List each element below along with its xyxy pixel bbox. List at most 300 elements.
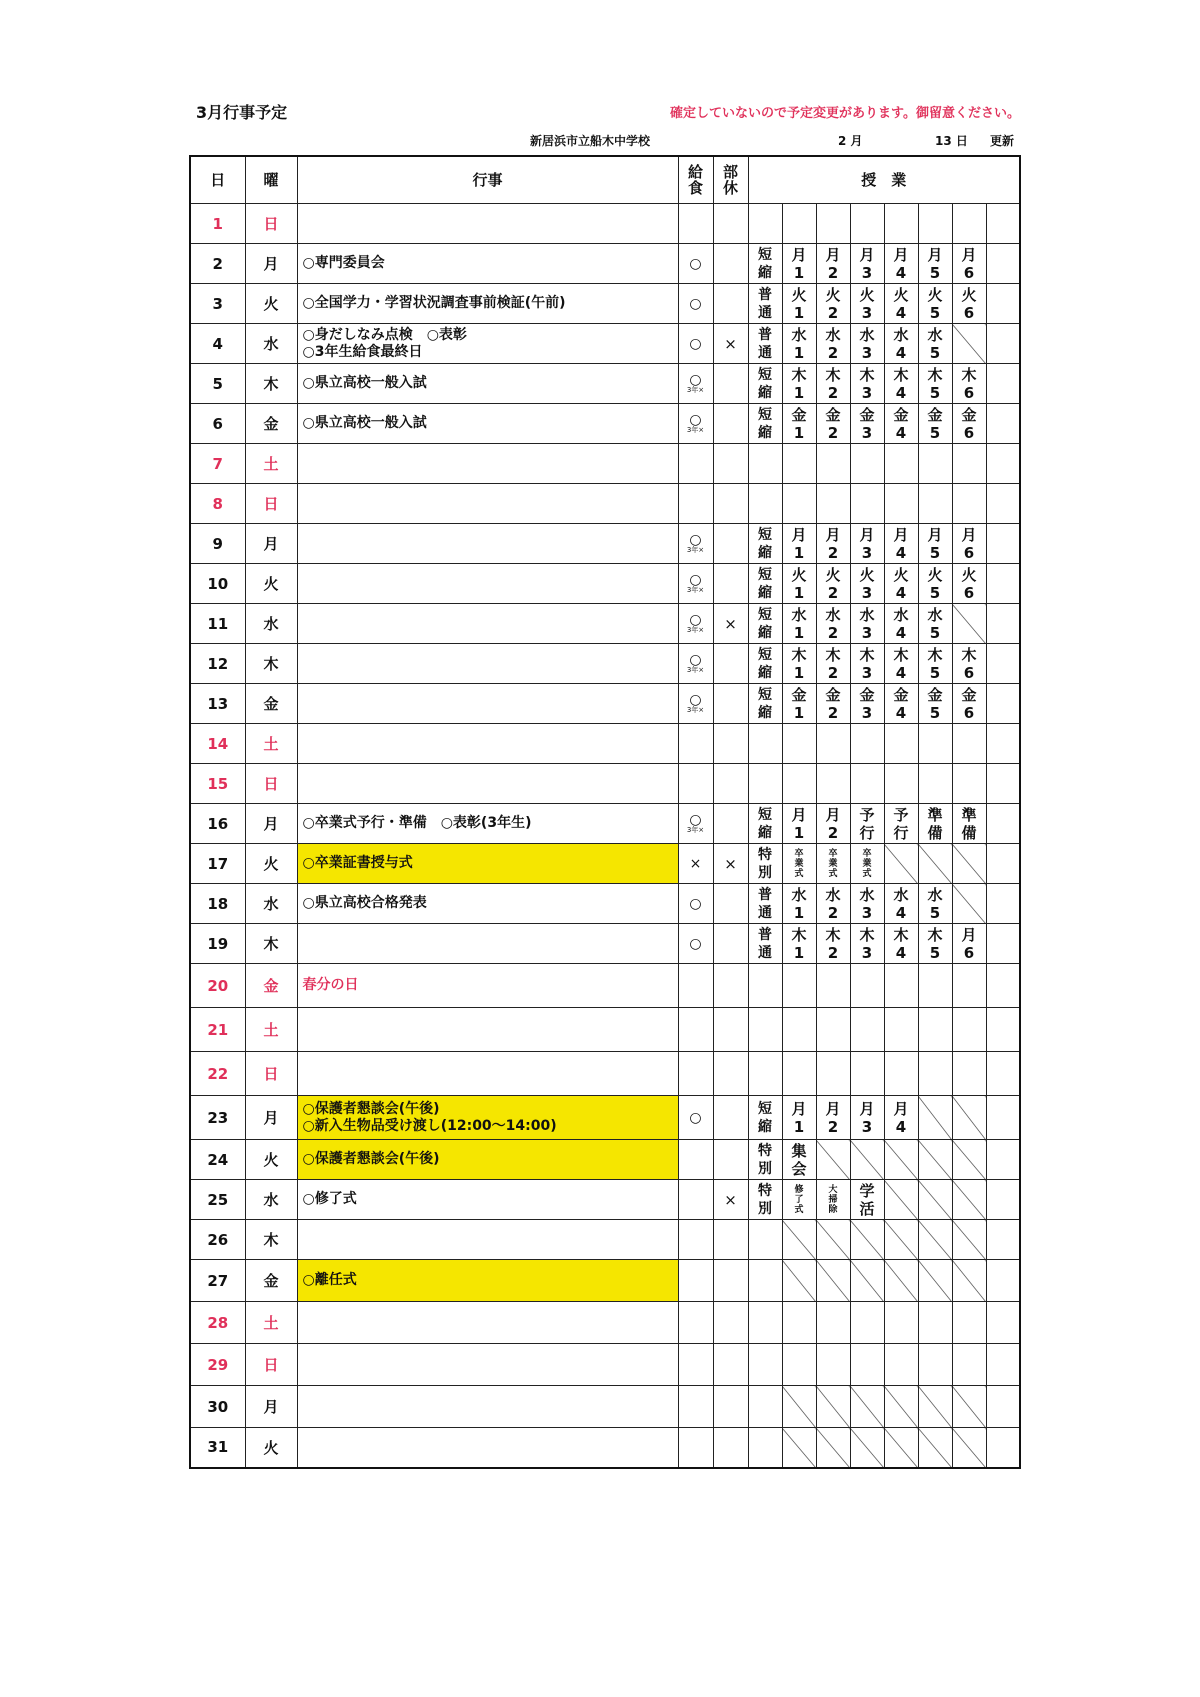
period-char: 式 <box>862 868 872 879</box>
lunch-note: 3年× <box>686 585 705 594</box>
period-cell <box>816 724 850 764</box>
period-cell <box>782 1180 816 1220</box>
period-cell-empty <box>952 844 986 884</box>
period-char: 水 <box>859 605 875 624</box>
period-cell <box>850 804 884 844</box>
period-cell <box>850 204 884 244</box>
schedule-table <box>189 155 1021 1469</box>
weekday-cell: 水 <box>245 604 297 644</box>
period-cell <box>816 804 850 844</box>
period-char: 火 <box>825 565 841 584</box>
club-cell <box>713 1140 748 1180</box>
period-cell <box>782 1096 816 1140</box>
weekday-cell: 土 <box>245 1302 297 1344</box>
class-type-char: 普 <box>758 286 772 303</box>
period-char: 1 <box>793 423 805 442</box>
period-cell <box>986 1140 1020 1180</box>
period-char: 2 <box>827 903 839 922</box>
period-cell <box>986 1052 1020 1096</box>
period-cell <box>986 924 1020 964</box>
event-cell <box>297 324 678 364</box>
period-char: 金 <box>961 685 977 704</box>
event-item: ○全国学力・学習状況調査事前検証(午前) <box>302 295 566 311</box>
period-cell <box>816 844 850 884</box>
period-cell <box>952 444 986 484</box>
club-cell <box>713 1302 748 1344</box>
day-number-cell: 8 <box>190 484 245 524</box>
period-char: 6 <box>963 303 975 322</box>
period-cell <box>782 1140 816 1180</box>
period-char: 月 <box>893 245 909 264</box>
period-cell <box>952 644 986 684</box>
period-cell <box>952 684 986 724</box>
period-cell <box>884 204 918 244</box>
period-char: 5 <box>929 343 941 362</box>
period-char: 活 <box>859 1199 875 1218</box>
period-char: 月 <box>791 1099 807 1118</box>
period-cell <box>816 524 850 564</box>
lunch-mark: ○ <box>689 295 702 312</box>
table-row <box>190 924 1020 964</box>
class-type-cell <box>748 1344 782 1386</box>
period-cell <box>850 1180 884 1220</box>
day-number-cell: 10 <box>190 564 245 604</box>
event-cell <box>297 364 678 404</box>
class-type-char: 短 <box>758 246 772 263</box>
club-cell <box>713 884 748 924</box>
period-char: 1 <box>793 823 805 842</box>
table-row <box>190 1096 1020 1140</box>
period-cell <box>986 604 1020 644</box>
period-char: 行 <box>859 823 875 842</box>
period-cell <box>884 364 918 404</box>
lunch-note: 3年× <box>686 665 705 674</box>
class-type-cell <box>748 324 782 364</box>
weekday-cell: 火 <box>245 844 297 884</box>
period-cell <box>986 1220 1020 1260</box>
period-cell <box>850 684 884 724</box>
day-number-cell: 2 <box>190 244 245 284</box>
period-char: 金 <box>791 405 807 424</box>
period-cell <box>816 604 850 644</box>
period-char: 2 <box>827 623 839 642</box>
period-cell <box>884 604 918 644</box>
day-number-cell: 21 <box>190 1008 245 1052</box>
club-cell <box>713 764 748 804</box>
period-char: 火 <box>859 285 875 304</box>
club-cell <box>713 484 748 524</box>
table-row <box>190 1140 1020 1180</box>
period-cell <box>782 964 816 1008</box>
period-char: 水 <box>791 325 807 344</box>
table-row <box>190 1386 1020 1428</box>
period-cell <box>850 1052 884 1096</box>
period-char: 学 <box>859 1181 875 1200</box>
period-char: 4 <box>895 903 907 922</box>
period-char: 6 <box>963 543 975 562</box>
period-char: 5 <box>929 703 941 722</box>
period-cell <box>952 404 986 444</box>
event-cell <box>297 204 678 244</box>
lunch-cell <box>678 844 713 884</box>
event-cell <box>297 844 678 884</box>
period-char: 2 <box>827 583 839 602</box>
period-char: 3 <box>861 903 873 922</box>
period-char: 5 <box>929 543 941 562</box>
lunch-mark: ○ <box>689 691 702 708</box>
period-cell-empty <box>952 324 986 364</box>
period-char: 水 <box>927 605 943 624</box>
class-type-char: 縮 <box>758 704 772 721</box>
period-cell <box>952 1052 986 1096</box>
club-cell <box>713 684 748 724</box>
lunch-cell <box>678 644 713 684</box>
weekday-cell: 水 <box>245 324 297 364</box>
period-char: 2 <box>827 383 839 402</box>
lunch-mark: ○ <box>689 371 702 388</box>
class-type-cell <box>748 724 782 764</box>
period-cell <box>782 244 816 284</box>
day-number-cell: 11 <box>190 604 245 644</box>
period-char: 木 <box>791 645 807 664</box>
period-cell-empty <box>884 1180 918 1220</box>
day-number-cell: 24 <box>190 1140 245 1180</box>
period-char: 木 <box>859 925 875 944</box>
club-cell <box>713 1008 748 1052</box>
period-cell <box>986 1008 1020 1052</box>
period-char: 2 <box>827 943 839 962</box>
period-char: 6 <box>963 663 975 682</box>
period-char: 4 <box>895 943 907 962</box>
weekday-cell: 月 <box>245 1096 297 1140</box>
weekday-cell: 日 <box>245 1052 297 1096</box>
table-row <box>190 364 1020 404</box>
period-cell <box>986 564 1020 604</box>
period-cell <box>850 924 884 964</box>
period-cell <box>918 924 952 964</box>
table-row <box>190 284 1020 324</box>
weekday-cell: 土 <box>245 724 297 764</box>
period-cell <box>850 724 884 764</box>
lunch-cell <box>678 924 713 964</box>
class-type-cell <box>748 444 782 484</box>
period-cell <box>782 284 816 324</box>
period-cell <box>952 1302 986 1344</box>
period-char: 業 <box>828 858 838 869</box>
event-cell <box>297 1428 678 1468</box>
update-month: 2 月 <box>838 134 863 148</box>
event-item: 春分の日 <box>302 977 359 993</box>
period-cell-empty <box>952 1140 986 1180</box>
period-char: 水 <box>825 885 841 904</box>
col-weekday: 曜 <box>245 156 297 204</box>
club-cell: × <box>713 604 748 644</box>
period-char: 月 <box>893 525 909 544</box>
club-cell <box>713 804 748 844</box>
event-cell <box>297 404 678 444</box>
period-cell <box>918 764 952 804</box>
period-cell <box>884 964 918 1008</box>
class-type-cell <box>748 964 782 1008</box>
table-row <box>190 1220 1020 1260</box>
period-char: 水 <box>927 885 943 904</box>
period-cell <box>986 204 1020 244</box>
period-char: 水 <box>859 885 875 904</box>
weekday-cell: 日 <box>245 484 297 524</box>
period-char: 6 <box>963 943 975 962</box>
class-type-char: 短 <box>758 806 772 823</box>
class-type-char: 普 <box>758 886 772 903</box>
lunch-cell <box>678 1302 713 1344</box>
period-cell-empty <box>918 1180 952 1220</box>
period-cell <box>952 804 986 844</box>
period-char: 火 <box>859 565 875 584</box>
period-char: 業 <box>794 858 804 869</box>
period-cell <box>884 804 918 844</box>
period-cell <box>986 1096 1020 1140</box>
period-cell <box>850 404 884 444</box>
period-cell <box>850 444 884 484</box>
class-type-cell <box>748 484 782 524</box>
event-item: ○保護者懇談会(午後) <box>302 1151 440 1167</box>
class-type-char: 短 <box>758 606 772 623</box>
period-cell <box>816 564 850 604</box>
club-cell <box>713 964 748 1008</box>
period-cell <box>918 724 952 764</box>
weekday-cell: 火 <box>245 1140 297 1180</box>
period-char: 備 <box>927 823 943 842</box>
period-cell <box>986 1260 1020 1302</box>
period-char: 月 <box>791 245 807 264</box>
period-cell <box>986 1386 1020 1428</box>
period-char: 修 <box>794 1184 804 1195</box>
period-char: 月 <box>825 1099 841 1118</box>
period-cell <box>986 964 1020 1008</box>
period-char: 行 <box>893 823 909 842</box>
period-cell-empty <box>782 1428 816 1468</box>
period-cell-empty <box>816 1428 850 1468</box>
period-char: 3 <box>861 343 873 362</box>
period-char: 月 <box>961 525 977 544</box>
class-type-char: 縮 <box>758 584 772 601</box>
class-type-cell <box>748 924 782 964</box>
weekday-cell: 木 <box>245 364 297 404</box>
class-type-char: 普 <box>758 326 772 343</box>
period-cell <box>952 724 986 764</box>
class-type-char: 通 <box>758 344 772 361</box>
lunch-cell <box>678 1386 713 1428</box>
period-char: 水 <box>893 325 909 344</box>
period-cell <box>918 484 952 524</box>
lunch-cell <box>678 1344 713 1386</box>
class-type-cell <box>748 1140 782 1180</box>
event-cell <box>297 684 678 724</box>
period-cell <box>782 1052 816 1096</box>
period-cell <box>850 564 884 604</box>
class-type-char: 別 <box>758 1200 772 1217</box>
period-cell <box>850 1096 884 1140</box>
weekday-cell: 金 <box>245 404 297 444</box>
period-cell <box>986 644 1020 684</box>
club-cell <box>713 284 748 324</box>
period-char: 木 <box>825 925 841 944</box>
club-cell <box>713 1344 748 1386</box>
period-cell-empty <box>918 844 952 884</box>
period-cell <box>884 724 918 764</box>
period-cell-empty <box>918 1260 952 1302</box>
class-type-cell <box>748 244 782 284</box>
period-char: 水 <box>825 325 841 344</box>
period-cell <box>986 764 1020 804</box>
period-char: 火 <box>893 565 909 584</box>
lunch-cell <box>678 1096 713 1140</box>
period-cell <box>884 244 918 284</box>
lunch-cell <box>678 804 713 844</box>
period-cell <box>952 284 986 324</box>
period-cell <box>952 924 986 964</box>
period-char: 4 <box>895 703 907 722</box>
weekday-cell: 月 <box>245 1386 297 1428</box>
lunch-mark: ○ <box>689 1109 702 1126</box>
col-event: 行事 <box>297 156 678 204</box>
weekday-cell: 日 <box>245 764 297 804</box>
period-cell-empty <box>782 1386 816 1428</box>
period-cell <box>918 964 952 1008</box>
lunch-note: 3年× <box>686 385 705 394</box>
period-cell <box>986 1180 1020 1220</box>
period-char: 火 <box>961 565 977 584</box>
period-cell-empty <box>816 1386 850 1428</box>
table-row <box>190 1052 1020 1096</box>
table-row <box>190 204 1020 244</box>
period-char: 4 <box>895 663 907 682</box>
period-cell <box>918 644 952 684</box>
period-char: 2 <box>827 303 839 322</box>
day-number-cell: 5 <box>190 364 245 404</box>
period-cell <box>816 964 850 1008</box>
class-type-char: 短 <box>758 566 772 583</box>
period-cell-empty <box>952 1096 986 1140</box>
event-item: ○卒業証書授与式 <box>302 855 413 871</box>
period-cell <box>816 884 850 924</box>
period-cell <box>884 1344 918 1386</box>
period-char: 4 <box>895 303 907 322</box>
day-number-cell: 12 <box>190 644 245 684</box>
period-cell <box>816 1302 850 1344</box>
club-cell <box>713 404 748 444</box>
period-cell <box>986 324 1020 364</box>
event-item: ○県立高校合格発表 <box>302 895 427 911</box>
period-cell <box>884 324 918 364</box>
class-type-cell <box>748 1008 782 1052</box>
lunch-cell <box>678 1180 713 1220</box>
period-cell <box>952 1344 986 1386</box>
period-cell <box>816 1344 850 1386</box>
col-day: 日 <box>190 156 245 204</box>
lunch-cell <box>678 444 713 484</box>
day-number-cell: 31 <box>190 1428 245 1468</box>
day-number-cell: 18 <box>190 884 245 924</box>
day-number-cell: 13 <box>190 684 245 724</box>
period-cell <box>884 404 918 444</box>
event-cell <box>297 484 678 524</box>
lunch-mark: ○ <box>689 335 702 352</box>
period-char: 月 <box>893 1099 909 1118</box>
lunch-cell <box>678 604 713 644</box>
period-char: 5 <box>929 583 941 602</box>
class-type-cell <box>748 764 782 804</box>
club-cell <box>713 1220 748 1260</box>
period-char: 5 <box>929 303 941 322</box>
weekday-cell: 木 <box>245 924 297 964</box>
period-cell <box>782 1008 816 1052</box>
lunch-mark: ○ <box>689 255 702 272</box>
event-item: ○修了式 <box>302 1191 357 1207</box>
lunch-cell <box>678 1140 713 1180</box>
class-type-char: 短 <box>758 366 772 383</box>
lunch-cell <box>678 1428 713 1468</box>
class-type-cell <box>748 1096 782 1140</box>
class-type-char: 縮 <box>758 624 772 641</box>
period-cell <box>816 204 850 244</box>
club-cell: × <box>713 324 748 364</box>
period-cell <box>952 764 986 804</box>
period-cell <box>918 1344 952 1386</box>
period-char: 掃 <box>828 1194 838 1205</box>
class-type-char: 通 <box>758 904 772 921</box>
event-cell <box>297 804 678 844</box>
period-cell <box>884 1302 918 1344</box>
class-type-cell <box>748 804 782 844</box>
event-cell <box>297 1052 678 1096</box>
class-type-cell <box>748 364 782 404</box>
period-cell <box>884 924 918 964</box>
event-cell <box>297 644 678 684</box>
period-cell <box>884 524 918 564</box>
period-char: 3 <box>861 663 873 682</box>
period-char: 水 <box>893 885 909 904</box>
lunch-cell <box>678 564 713 604</box>
class-type-cell <box>748 404 782 444</box>
period-char: 5 <box>929 943 941 962</box>
day-number-cell: 16 <box>190 804 245 844</box>
period-char: 金 <box>859 405 875 424</box>
period-char: 火 <box>791 565 807 584</box>
period-char: 卒 <box>828 848 838 859</box>
period-char: 6 <box>963 703 975 722</box>
period-cell <box>782 724 816 764</box>
period-cell-empty <box>952 1260 986 1302</box>
period-cell-empty <box>952 1428 986 1468</box>
period-char: 1 <box>793 583 805 602</box>
period-char: 式 <box>794 868 804 879</box>
table-row <box>190 564 1020 604</box>
period-char: 業 <box>862 858 872 869</box>
period-cell <box>952 244 986 284</box>
weekday-cell: 火 <box>245 1428 297 1468</box>
period-char: 月 <box>791 805 807 824</box>
period-cell <box>782 764 816 804</box>
weekday-cell: 月 <box>245 244 297 284</box>
period-cell-empty <box>850 1140 884 1180</box>
period-cell <box>918 1008 952 1052</box>
period-char: 式 <box>828 868 838 879</box>
class-type-cell <box>748 204 782 244</box>
period-cell <box>884 284 918 324</box>
event-cell <box>297 564 678 604</box>
period-cell <box>918 524 952 564</box>
update-day: 13 日 <box>935 134 968 148</box>
